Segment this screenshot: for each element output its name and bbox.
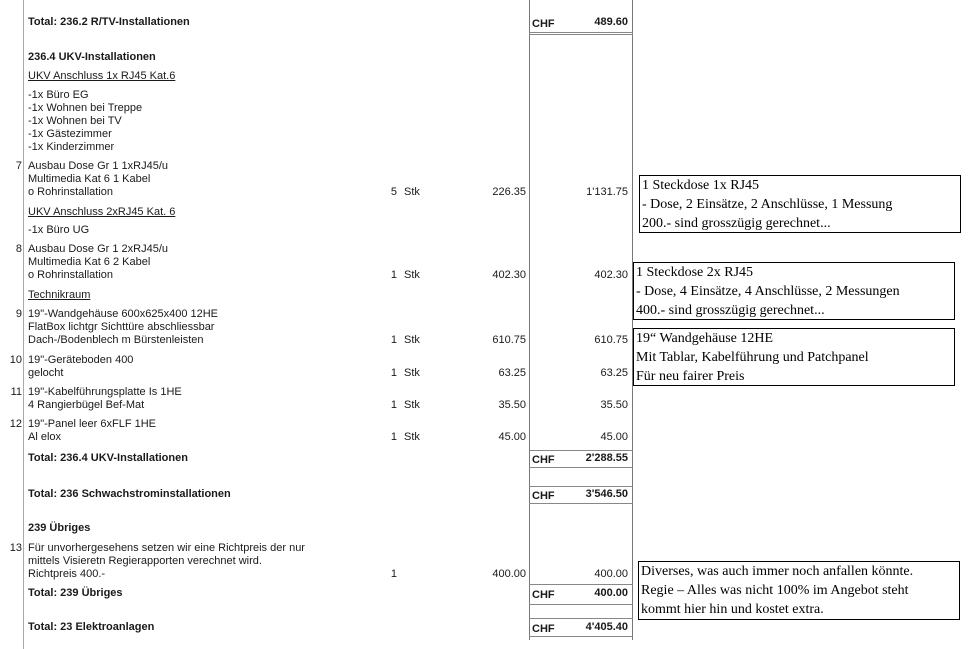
total-23-rule-top [529,618,633,619]
total-2362-amount: 489.60 [594,16,628,28]
pos-price: 402.30 [492,269,526,281]
pos-desc: Al elox [28,431,62,443]
total-236-label: Total: 236 Schwachstrominstallationen [28,488,231,500]
pos-desc: mittels Visieretn Regierapporten verechnet wird. [28,555,262,567]
sub1-line: -1x Büro EG [28,89,89,101]
pos-number: 9 [15,308,22,320]
pos-desc: Richtpreis 400.- [28,568,106,580]
sub1-heading: UKV Anschluss 1x RJ45 Kat.6 [28,70,176,82]
total-2364-currency: CHF [532,454,555,466]
pos-qty: 1 [390,431,397,443]
pos-qty: 1 [390,367,397,379]
pos-qty: 1 [390,269,397,281]
pos-desc: 19"-Panel leer 6xFLF 1HE [28,418,157,430]
pos-total: 35.50 [600,399,628,411]
chf-column-left-line [529,0,530,640]
total-2364-amount: 2'288.55 [585,452,628,464]
pos-price: 400.00 [492,568,526,580]
pos-total: 400.00 [594,568,628,580]
pos-desc: Ausbau Dose Gr 1 1xRJ45/u [28,160,169,172]
note-line: 400.- sind grosszügig gerechnet... [636,303,825,318]
note-line: 19“ Wandgehäuse 12HE [636,331,774,346]
note-line: 200.- sind grosszügig gerechnet... [642,216,831,231]
note-line: Diverses, was auch immer noch anfallen könnte. [641,564,914,579]
total-239-rule [529,604,633,605]
pos-desc: Dach-/Bodenblech m Bürstenleisten [28,334,204,346]
sub1-line: -1x Wohnen bei Treppe [28,102,143,114]
pos-total: 610.75 [594,334,628,346]
total-2362-currency: CHF [532,18,555,30]
annotation-note-misc [638,561,960,620]
pos-total: 63.25 [600,367,628,379]
pos-desc: Ausbau Dose Gr 1 2xRJ45/u [28,243,169,255]
total-239-currency: CHF [532,589,555,601]
pos-total: 1'131.75 [586,186,628,198]
sub1-line: -1x Wohnen bei TV [28,115,122,127]
pos-qty: 5 [390,186,397,198]
sub2-heading: UKV Anschluss 2xRJ45 Kat. 6 [28,206,176,218]
pos-number: 13 [9,542,22,554]
sub3-heading: Technikraum [28,289,91,301]
pos-price: 610.75 [492,334,526,346]
pos-unit: Stk [404,269,420,281]
note-line: 1 Steckdose 2x RJ45 [636,265,754,280]
pos-unit: Stk [404,186,420,198]
annotation-note-rj45-double [633,262,955,320]
total-239-label: Total: 239 Übriges [28,587,123,599]
total-2362-rule [529,32,633,33]
pos-number: 11 [10,386,22,398]
pos-number: 8 [15,243,22,255]
total-236-amount: 3'546.50 [585,488,628,500]
pos-price: 226.35 [492,186,526,198]
pos-desc: 19"-Kabelführungsplatte Is 1HE [28,386,182,398]
pos-price: 63.25 [498,367,526,379]
total-2362-rule2 [529,34,633,35]
pos-total: 45.00 [600,431,628,443]
sub1-line: -1x Kinderzimmer [28,141,115,153]
total-236-rule-top [529,486,633,487]
pos-price: 35.50 [498,399,526,411]
pos-number: 10 [9,354,22,366]
note-line: 1 Steckdose 1x RJ45 [642,178,760,193]
pos-desc: 19"-Wandgehäuse 600x625x400 12HE [28,308,219,320]
annotation-note-wall-cabinet [633,328,955,386]
pos-unit: Stk [404,431,420,443]
total-236-currency: CHF [532,490,555,502]
pos-number: 7 [15,160,22,172]
total-23-label: Total: 23 Elektroanlagen [28,621,155,633]
sub2-line: -1x Büro UG [28,224,90,236]
pos-desc: o Rohrinstallation [28,269,113,281]
pos-price: 45.00 [498,431,526,443]
pos-qty: 1 [390,334,397,346]
total-236-rule [529,503,633,504]
pos-desc: Für unvorhergesehens setzen wir eine Richtpreis der nur [28,542,305,554]
annotation-note-rj45-single [639,175,961,233]
total-239-amount: 400.00 [594,587,628,599]
note-line: Mit Tablar, Kabelführung und Patchpanel [636,350,869,365]
total-23-amount: 4'405.40 [585,621,628,633]
pos-total: 402.30 [594,269,628,281]
pos-desc: o Rohrinstallation [28,186,113,198]
total-2364-rule [529,467,633,468]
pos-desc: FlatBox lichtgr Sichttüre abschliessbar [28,321,215,333]
sub1-line: -1x Gästezimmer [28,128,112,140]
pos-unit: Stk [404,367,420,379]
pos-desc: gelocht [28,367,64,379]
pos-qty: 1 [390,399,397,411]
note-line: kommt hier hin und kostet extra. [641,602,824,617]
total-2364-label: Total: 236.4 UKV-Installationen [28,452,188,464]
chf-column-right-line [632,0,633,640]
section-2364-title: 236.4 UKV-Installationen [28,51,156,63]
note-line: Regie – Alles was nicht 100% im Angebot steht [641,583,909,598]
note-line: - Dose, 2 Einsätze, 2 Anschlüsse, 1 Messung [642,197,893,212]
section-239-title: 239 Übriges [28,522,91,534]
pos-desc: 19"-Geräteboden 400 [28,354,134,366]
note-line: Für neu fairer Preis [636,369,745,384]
pos-desc: Multimedia Kat 6 2 Kabel [28,256,151,268]
pos-unit: Stk [404,334,420,346]
left-column-line [23,0,24,649]
note-line: - Dose, 4 Einsätze, 4 Anschlüsse, 2 Messungen [636,284,900,299]
total-23-rule [529,636,633,637]
total-2364-rule-top [529,450,633,451]
total-239-rule-top [529,584,633,585]
total-2362-label: Total: 236.2 R/TV-Installationen [28,16,190,28]
pos-number: 12 [9,418,22,430]
pos-desc: Multimedia Kat 6 1 Kabel [28,173,151,185]
pos-qty: 1 [390,568,397,580]
pos-desc: 4 Rangierbügel Bef-Mat [28,399,145,411]
pos-unit: Stk [404,399,420,411]
total-23-currency: CHF [532,623,555,635]
